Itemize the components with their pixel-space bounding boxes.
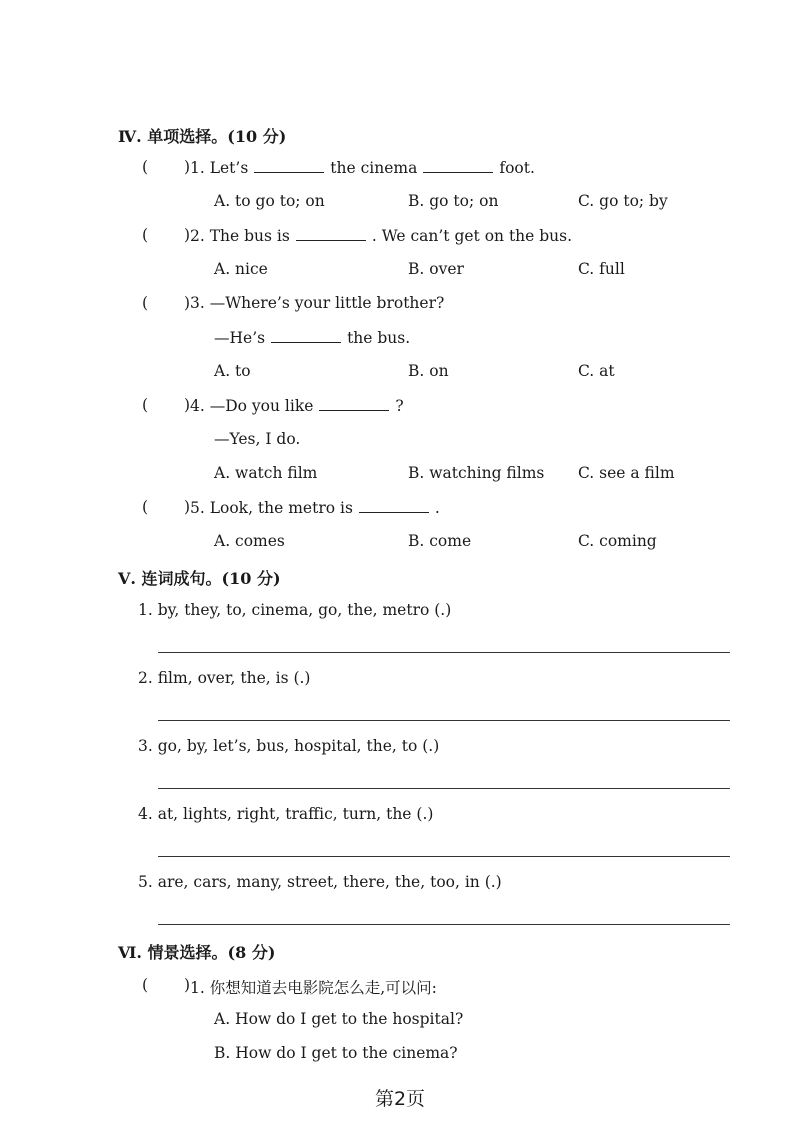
paren-close: ) [184, 498, 191, 516]
paren-open: ( [142, 226, 149, 244]
option-b: B. How do I get to the cinema? [214, 1044, 458, 1062]
blank[interactable] [423, 158, 493, 173]
question-stem [190, 294, 444, 312]
scramble-item: 5. are, cars, many, street, there, the, too, in (.) [138, 873, 502, 891]
answer-paren[interactable] [142, 396, 191, 414]
scramble-item: 1. by, they, to, cinema, go, the, metro (.) [138, 601, 452, 619]
question-number: 1. [190, 159, 210, 177]
answer-paren[interactable] [142, 158, 191, 176]
option-c: C. go to; by [578, 192, 668, 210]
answer-paren[interactable] [142, 294, 191, 312]
stem-text: the cinema [330, 159, 418, 177]
stem-text: . [434, 499, 440, 517]
option-b: B. on [408, 362, 449, 380]
paren-open: ( [142, 396, 149, 414]
question-number: 3. [190, 294, 210, 312]
writing-line[interactable] [158, 924, 730, 925]
stem-text: Look, the metro is [209, 499, 353, 517]
question-stem [190, 226, 572, 245]
stem-text: —He’s [214, 329, 266, 347]
question-number: 2. [190, 227, 210, 245]
paren-close: ) [184, 976, 191, 994]
question-stem [190, 498, 440, 517]
scramble-item: 3. go, by, let’s, bus, hospital, the, to (.) [138, 737, 440, 755]
option-a: A. nice [214, 260, 268, 278]
option-b: B. over [408, 260, 464, 278]
blank[interactable] [254, 158, 324, 173]
option-a: A. to go to; on [214, 192, 325, 210]
stem-text: . We can’t get on the bus. [371, 227, 573, 245]
question-stem-line2 [214, 430, 300, 448]
paren-open: ( [142, 976, 149, 994]
stem-text: 你想知道去电影院怎么走,可以问: [209, 979, 437, 997]
paren-close: ) [184, 396, 191, 414]
option-a: A. to [214, 362, 251, 380]
stem-text: The bus is [209, 227, 290, 245]
stem-text: —Where’s your little brother? [209, 294, 445, 312]
option-c: C. full [578, 260, 625, 278]
writing-line[interactable] [158, 788, 730, 789]
stem-text: ? [395, 397, 404, 415]
answer-paren[interactable] [142, 226, 191, 244]
answer-paren[interactable] [142, 976, 191, 994]
paren-open: ( [142, 294, 149, 312]
paren-close: ) [184, 226, 191, 244]
blank[interactable] [271, 328, 341, 343]
page-number: 第2页 [374, 1088, 426, 1110]
option-b: B. go to; on [408, 192, 499, 210]
section-title: Ⅵ. 情景选择。(8 分) [118, 943, 276, 962]
section-title: Ⅴ. 连词成句。(10 分) [118, 569, 281, 588]
question-number: 5. [190, 499, 210, 517]
question-stem-line2 [214, 328, 410, 347]
question-number: 4. [190, 397, 210, 415]
question-number: 1. [190, 979, 210, 997]
question-stem [190, 158, 535, 177]
paren-open: ( [142, 498, 149, 516]
stem-text: Let’s [209, 159, 249, 177]
stem-text: foot. [499, 159, 535, 177]
scramble-item: 4. at, lights, right, traffic, turn, the (.) [138, 805, 434, 823]
paren-close: ) [184, 158, 191, 176]
writing-line[interactable] [158, 652, 730, 653]
blank[interactable] [359, 498, 429, 513]
writing-line[interactable] [158, 856, 730, 857]
paren-close: ) [184, 294, 191, 312]
option-a: A. How do I get to the hospital? [214, 1010, 464, 1028]
section-title: Ⅳ. 单项选择。(10 分) [118, 127, 287, 146]
blank[interactable] [319, 396, 389, 411]
option-a: A. comes [214, 532, 285, 550]
stem-text: —Do you like [209, 397, 314, 415]
stem-text: the bus. [347, 329, 411, 347]
question-stem [190, 396, 404, 415]
question-stem [190, 976, 437, 998]
scramble-item: 2. film, over, the, is (.) [138, 669, 311, 687]
blank[interactable] [296, 226, 366, 241]
option-c: C. coming [578, 532, 657, 550]
option-b: B. come [408, 532, 472, 550]
paren-open: ( [142, 158, 149, 176]
stem-text: —Yes, I do. [214, 430, 301, 448]
option-c: C. at [578, 362, 615, 380]
answer-paren[interactable] [142, 498, 191, 516]
option-c: C. see a film [578, 464, 675, 482]
writing-line[interactable] [158, 720, 730, 721]
option-a: A. watch film [214, 464, 318, 482]
option-b: B. watching films [408, 464, 545, 482]
